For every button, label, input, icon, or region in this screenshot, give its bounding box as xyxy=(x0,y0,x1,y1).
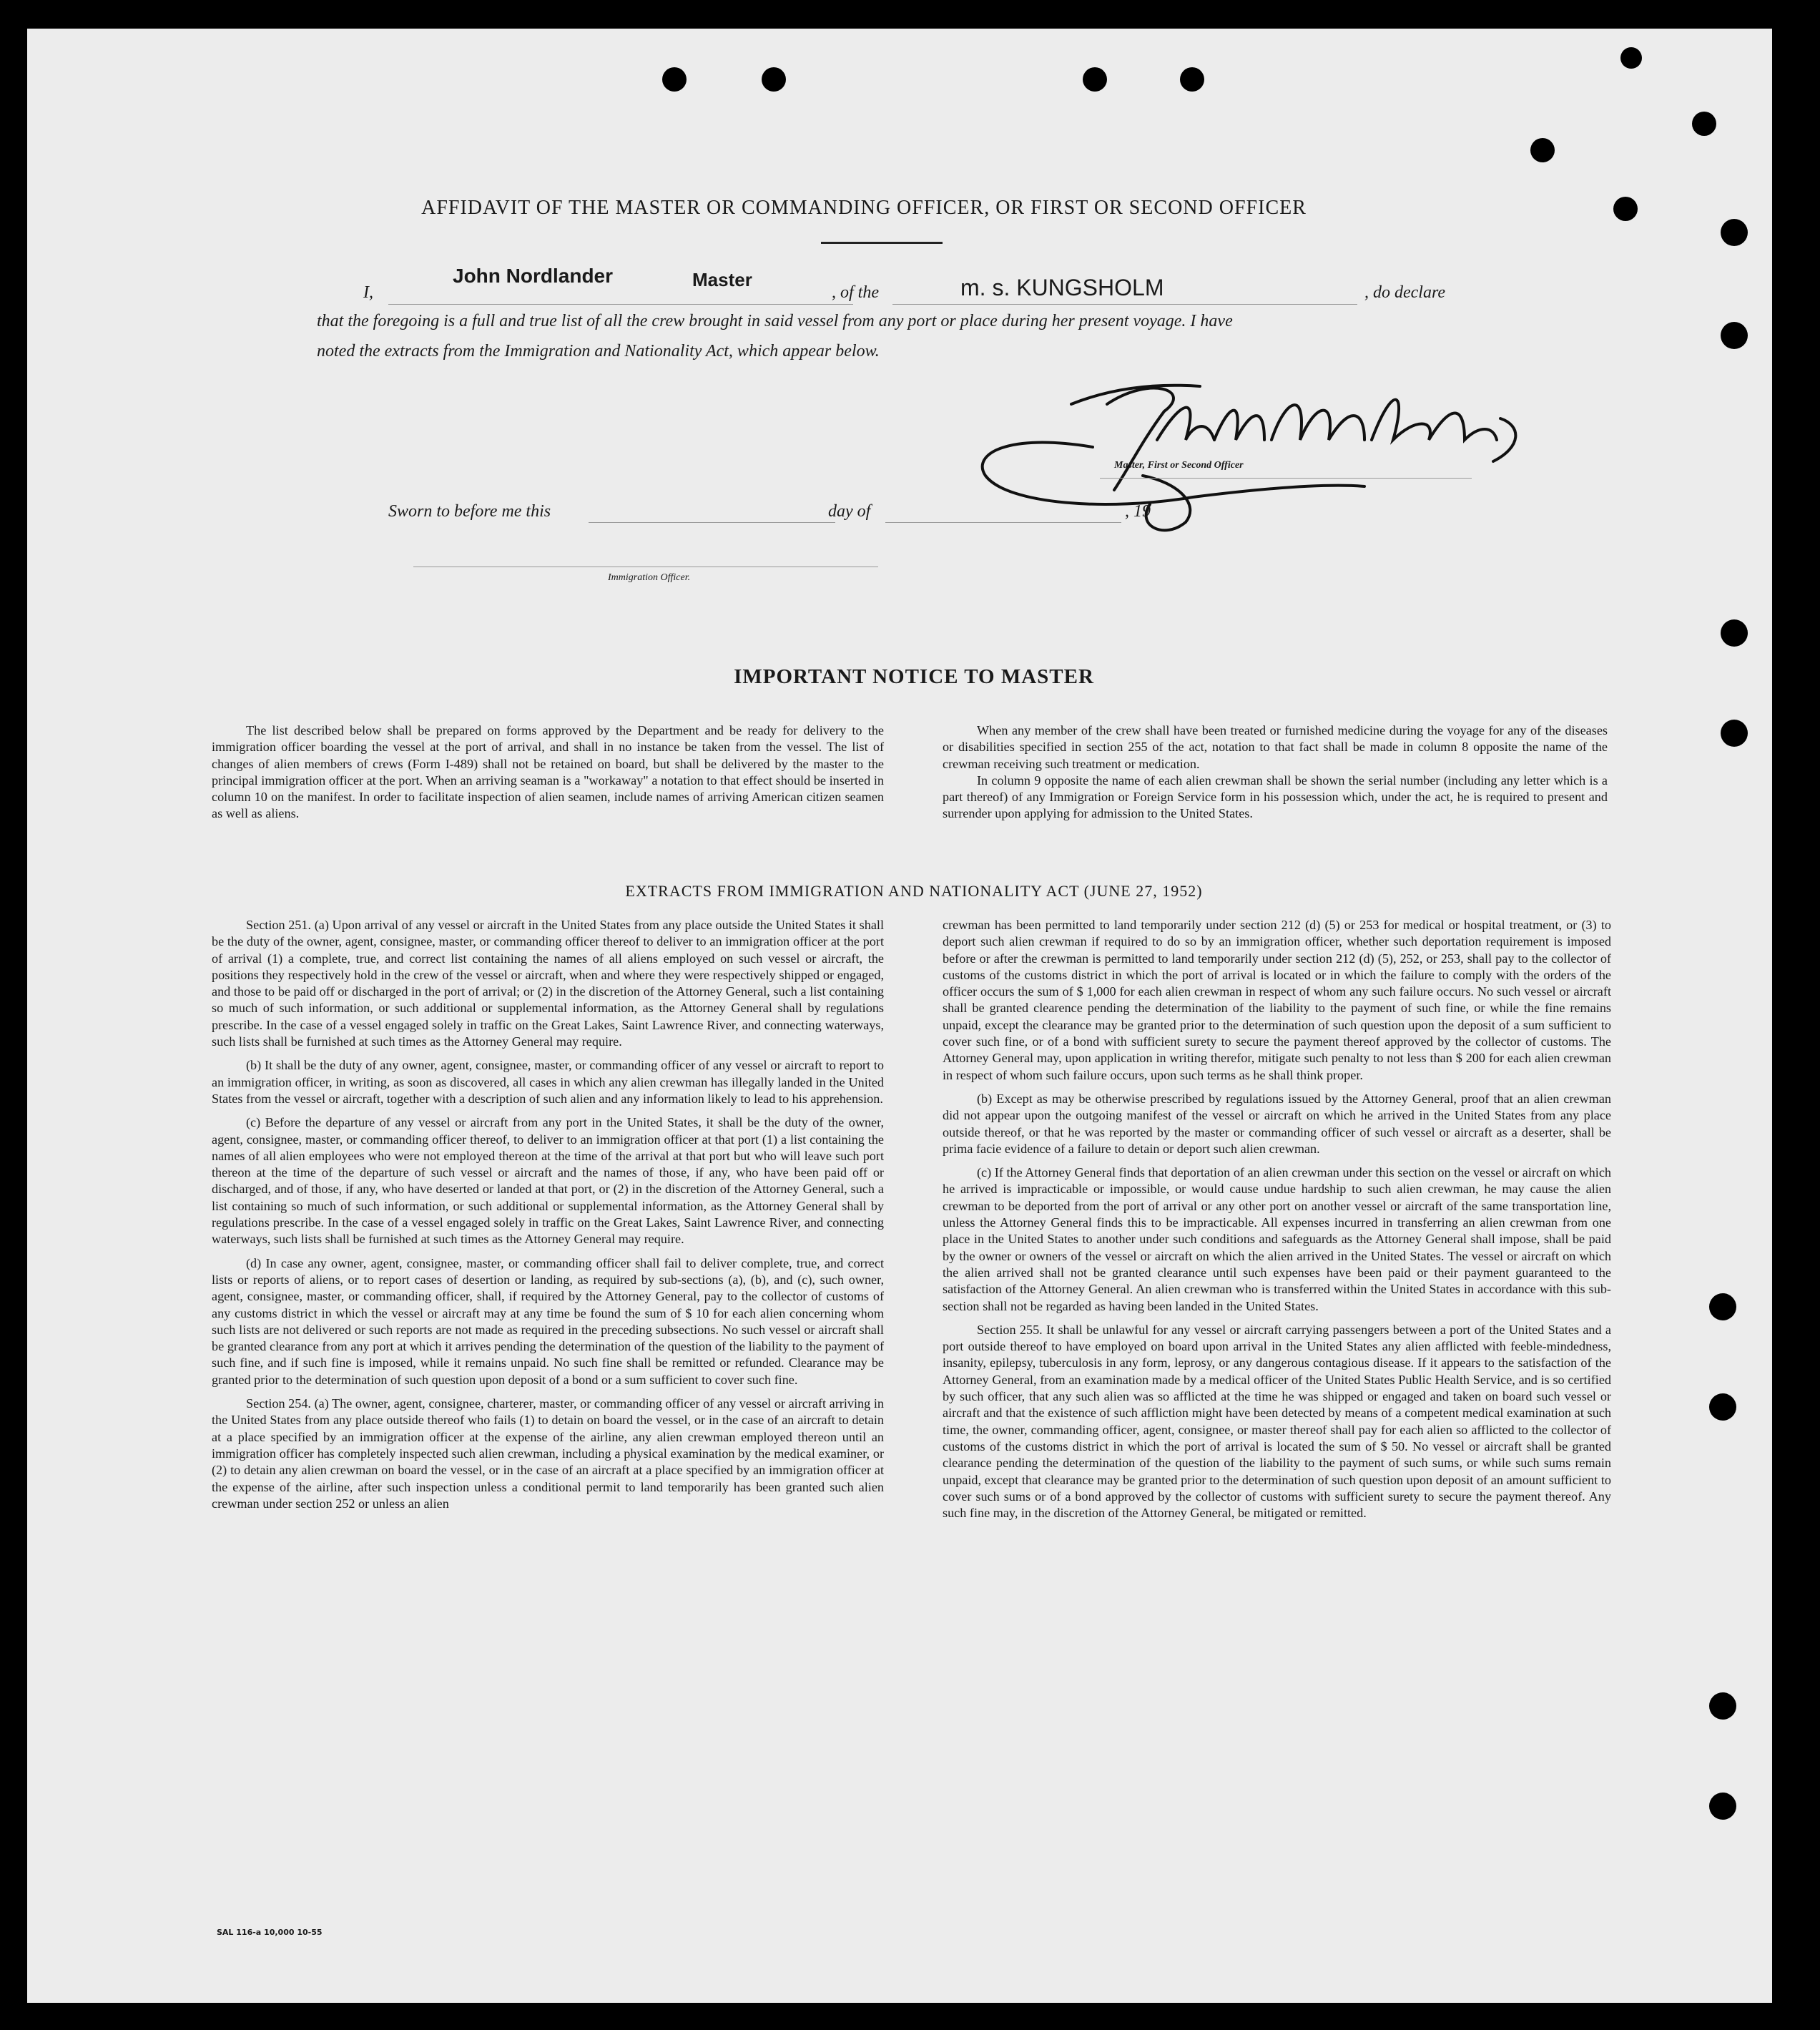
punch-hole xyxy=(1721,720,1748,747)
sworn-label: Sworn to before me this xyxy=(388,502,551,521)
extract-paragraph: (d) In case any owner, agent, consignee, master, or commanding officer shall fail to deliver complete, true, and correct lists or reports of aliens, or to report cases of desertion or landing, as required by sub-sections (a), (b), and (c), such owner, agent, consignee, master, or commanding officer, shall, if required by the Attorney General, pay to the collector of customs of any customs district in which the vessel or aircraft may at any time be found the sum of $ 10 for each alien concerning whom such lists are not delivered or such reports are not made as required in the preceding subsections. No such vessel or aircraft shall be granted clearance from any port at which it arrives pending the determination of the question of the liability to the payment of such fine, and if such fine is imposed, while it remains unpaid. No such fine shall be remitted or refunded. Clearance may be granted prior to the determination of such question upon deposit of a bond or a sum sufficient to cover such fine. xyxy=(212,1255,884,1387)
punch-hole xyxy=(1709,1793,1736,1820)
extract-paragraph: (c) If the Attorney General finds that deportation of an alien crewman under this section on the vessel or aircraft on which he arrived is impracticable or impossible, or would cause undue hardship to such alien crewman, he may cause the alien crewman to be deported from the port of arrival or any other port on another vessel or aircraft of the same transportation line, unless the Attorney General finds this to be impracticable. All expenses incurred in transferring an alien crewman from one place in the United States to another under such conditions and safeguards as the Attorney General shall impose, shall be paid by the owner or owners of the vessel or aircraft on which the alien arrived in the United States. The vessel or aircraft on which the alien arrived shall not be granted clearance until such expenses have been paid or their payment guaranteed to the satisfaction of the Attorney General. An alien crewman who is transferred within the United States in accordance with this sub-section shall not be regarded as having been landed in the United States. xyxy=(943,1165,1611,1313)
punch-hole xyxy=(1709,1393,1736,1421)
punch-hole xyxy=(662,67,687,92)
punch-hole xyxy=(1709,1293,1736,1320)
signature-line xyxy=(1100,478,1472,479)
notice-right-paragraph-2: In column 9 opposite the name of each alien crewman shall be shown the serial number (including any letter which is a part thereof) of any Immigration or Foreign Service form in his possession which, under the act, he is required to present and surrender upon applying for admission to the United States. xyxy=(943,773,1608,821)
punch-hole xyxy=(1721,619,1748,647)
notice-left-paragraph: The list described below shall be prepared on forms approved by the Department and be ready for delivery to the immigration officer boarding the vessel at the port of arrival, and shall in no instance be taken from the vessel. The list of changes of alien members of crews (Form I-489) shall not be retained on board, but shall be delivered by the master to the principal immigration officer at the port. When an arriving seaman is a "workaway" a notation to that effect should be inserted in column 10 on the manifest. In order to facilitate inspection of alien seamen, include names of arriving American citizen seamen as well as aliens. xyxy=(212,723,884,821)
name-field-line xyxy=(388,304,853,305)
extract-paragraph: Section 255. It shall be unlawful for any vessel or aircraft carrying passengers between a port of the United States and a port outside thereof to have employed on board upon arrival in the United States any alien afflicted with feeble-mindedness, insanity, epilepsy, tuberculosis in any form, leprosy, or any dangerous contagious disease. If it appears to the satisfaction of the Attorney General, from an examination made by a medical officer of the United States Public Health Service, and is so certified by such officer, that any such alien was so afflicted at the time he was shipped or engaged and taken on board such vessel or aircraft and that the existence of such affliction might have been detected by means of a competent medical examination at such time, the owner, commanding officer, agent, consignee, or master thereof shall pay for each alien so afflicted to the collector of customs of the customs district in which the port of arrival is located the sum of $ 50. No vessel or aircraft shall be granted clearance pending the determination of the question of the liability to the payment of such sums, or while such sums remain unpaid, except that clearance may be granted prior to the determination of such question upon deposit of an amount sufficient to cover such sums or of a bond approved by the collector of customs with sufficient surety to secure the payment thereof. Any such fine may, in the discretion of the Attorney General, be mitigated or remitted. xyxy=(943,1322,1611,1521)
extracts-right-column xyxy=(943,917,1611,1529)
sworn-month-line xyxy=(885,522,1121,523)
punch-hole xyxy=(1709,1692,1736,1720)
notice-right-column xyxy=(943,722,1608,830)
extracts-title: EXTRACTS FROM IMMIGRATION AND NATIONALITY ACT (JUNE 27, 1952) xyxy=(625,882,1203,900)
extract-paragraph: (b) Except as may be otherwise prescribed by regulations issued by the Attorney General, proof that an alien crewman did not appear upon the outgoing manifest of the vessel or aircraft on which he arrived in the United States from any place outside thereof, or that he was reported by the master or commanding officer of such vessel or aircraft as a deserter, shall be prima facie evidence of a failure to detain or deport such alien crewman. xyxy=(943,1091,1611,1156)
notice-right-paragraph-1: When any member of the crew shall have been treated or furnished medicine during the voyage for any of the diseases or disabilities specified in section 255 of the act, notation to that fact shall be made in column 8 opposite the name of the crewman receiving such treatment or medication. xyxy=(943,723,1608,771)
punch-hole xyxy=(1620,47,1642,69)
extract-paragraph: (b) It shall be the duty of any owner, agent, consignee, master, or commanding officer of any vessel or aircraft to report to an immigration officer, in writing, as soon as discovered, all cases in which any alien crewman has illegally landed in the United States from the vessel or aircraft, together with a description of such alien and any information likely to lead to his apprehension. xyxy=(212,1058,884,1106)
notice-left-column xyxy=(212,722,884,830)
affidavit-body-line2: noted the extracts from the Immigration and Nationality Act, which appear below. xyxy=(317,342,880,361)
punch-hole xyxy=(1613,197,1638,221)
vessel-name-field: m. s. KUNGSHOLM xyxy=(960,275,1164,300)
day-of-label: day of xyxy=(828,502,871,521)
extract-paragraph: Section 251. (a) Upon arrival of any vessel or aircraft in the United States from any place outside the United States it shall be the duty of the owner, agent, consignee, master, or commanding officer thereof to deliver to an immigration officer at the port of arrival (1) a complete, true, and correct list containing the names of all aliens employed on such vessel or aircraft, the positions they respectively hold in the crew of the vessel or aircraft, when and where they were respectively shipped or engaged, and those to be paid off or discharged in the port of arrival; or (2) in the discretion of the Attorney General, such a list containing so much of such information, or such additional or supplemental information, as the Attorney General shall by regulations prescribe. In the case of a vessel engaged solely in traffic on the Great Lakes, Saint Lawrence River, and connecting waterways, such lists shall be furnished at such times as the Attorney General may require. xyxy=(212,918,884,1049)
signature-caption: Master, First or Second Officer xyxy=(1114,460,1244,471)
punch-hole xyxy=(1721,322,1748,349)
punch-hole xyxy=(1180,67,1204,92)
year-label: , 19 xyxy=(1125,502,1151,521)
i-label: I, xyxy=(363,283,373,302)
rank-field: Master xyxy=(692,269,752,290)
title-rule xyxy=(821,242,943,244)
extracts-left-column xyxy=(212,917,884,1519)
do-declare-label: , do declare xyxy=(1364,283,1446,302)
form-code: SAL 116-a 10,000 10-55 xyxy=(217,1928,323,1937)
punch-hole xyxy=(762,67,786,92)
punch-hole xyxy=(1692,112,1716,136)
master-signature xyxy=(964,361,1536,540)
notice-title: IMPORTANT NOTICE TO MASTER xyxy=(734,665,1094,688)
punch-hole xyxy=(1530,138,1555,162)
affidavit-title: AFFIDAVIT OF THE MASTER OR COMMANDING OFFICER, OR FIRST OR SECOND OFFICER xyxy=(421,197,1307,219)
vessel-field-line xyxy=(892,304,1357,305)
affidavit-body-line1: that the foregoing is a full and true list of all the crew brought in said vessel from any port or place during her present voyage. I have xyxy=(317,312,1233,330)
of-the-label: , of the xyxy=(832,283,879,302)
master-name-field: John Nordlander xyxy=(453,265,614,287)
document-page xyxy=(27,29,1772,2003)
extract-paragraph: crewman has been permitted to land temporarily under section 212 (d) (5) or 253 for medical or hospital treatment, or (3) to deport such alien crewman if required to do so by an immigration officer, whether such deportation requirement is imposed before or after the crewman is permitted to land temporarily under section 212 (d) (5), 252, or 253, shall pay to the collector of customs of the customs district in which the port of arrival is located or in which the failure to comply with the orders of the officer occurs the sum of $ 1,000 for each alien crewman in respect of whom any such failure occurs. No such vessel or aircraft shall be granted clearence pending the determination of the liability to the payment of such fine, or while the fine remains unpaid, except the clearance may be granted prior to the determination of such question upon the deposit of a sum sufficient to cover such fine, or of a bond with sufficient surety to secure the payment thereof approved by the collector of customs. The Attorney General may, upon application in writing therefor, mitigate such penalty to not less than $ 200 for each alien crewman in respect of whom such failure occurs, upon such terms as he shall think proper. xyxy=(943,918,1611,1082)
extract-paragraph: Section 254. (a) The owner, agent, consignee, charterer, master, or commanding officer of any vessel or aircraft arriving in the United States from any place outside thereof who fails (1) to detain on board the vessel, or in the case of an aircraft to detain at a place specified by an immigration officer at the expense of the airline, any alien crewman employed thereon until an immigration officer has completely inspected such alien crewman, including a physical examination by the medical examiner, or (2) to detain any alien crewman on board the vessel, or in the case of an aircraft at a place specified by an immigration officer at the expense of the airline, after such inspection unless a conditional permit to land temporarily has been granted such alien crewman under section 252 or unless an alien xyxy=(212,1396,884,1511)
punch-hole xyxy=(1083,67,1107,92)
officer-caption: Immigration Officer. xyxy=(608,572,691,583)
extract-paragraph: (c) Before the departure of any vessel or aircraft from any port in the United States, it shall be the duty of the owner, agent, consignee, master, or commanding officer thereof, to deliver to an immigration officer at that port (1) a list containing the names of all alien employees who were not employed thereon at the time of the arrival at that port but who will leave such port thereon at the time of the departure of such vessel or aircraft and the names of those, if any, who have been paid off or discharged, and of those, if any, who have deserted or landed at that port, or (2) in the discretion of the Attorney General, such a list containing so much of such information, or such additional or supplemental information, as the Attorney General shall by regulations prescribe. In the case of a vessel engaged solely in traffic on the Great Lakes, Saint Lawrence River, and connecting waterways, such lists shall be furnished at such times as the Attorney General may require. xyxy=(212,1115,884,1247)
punch-hole xyxy=(1721,219,1748,246)
sworn-day-line xyxy=(589,522,835,523)
